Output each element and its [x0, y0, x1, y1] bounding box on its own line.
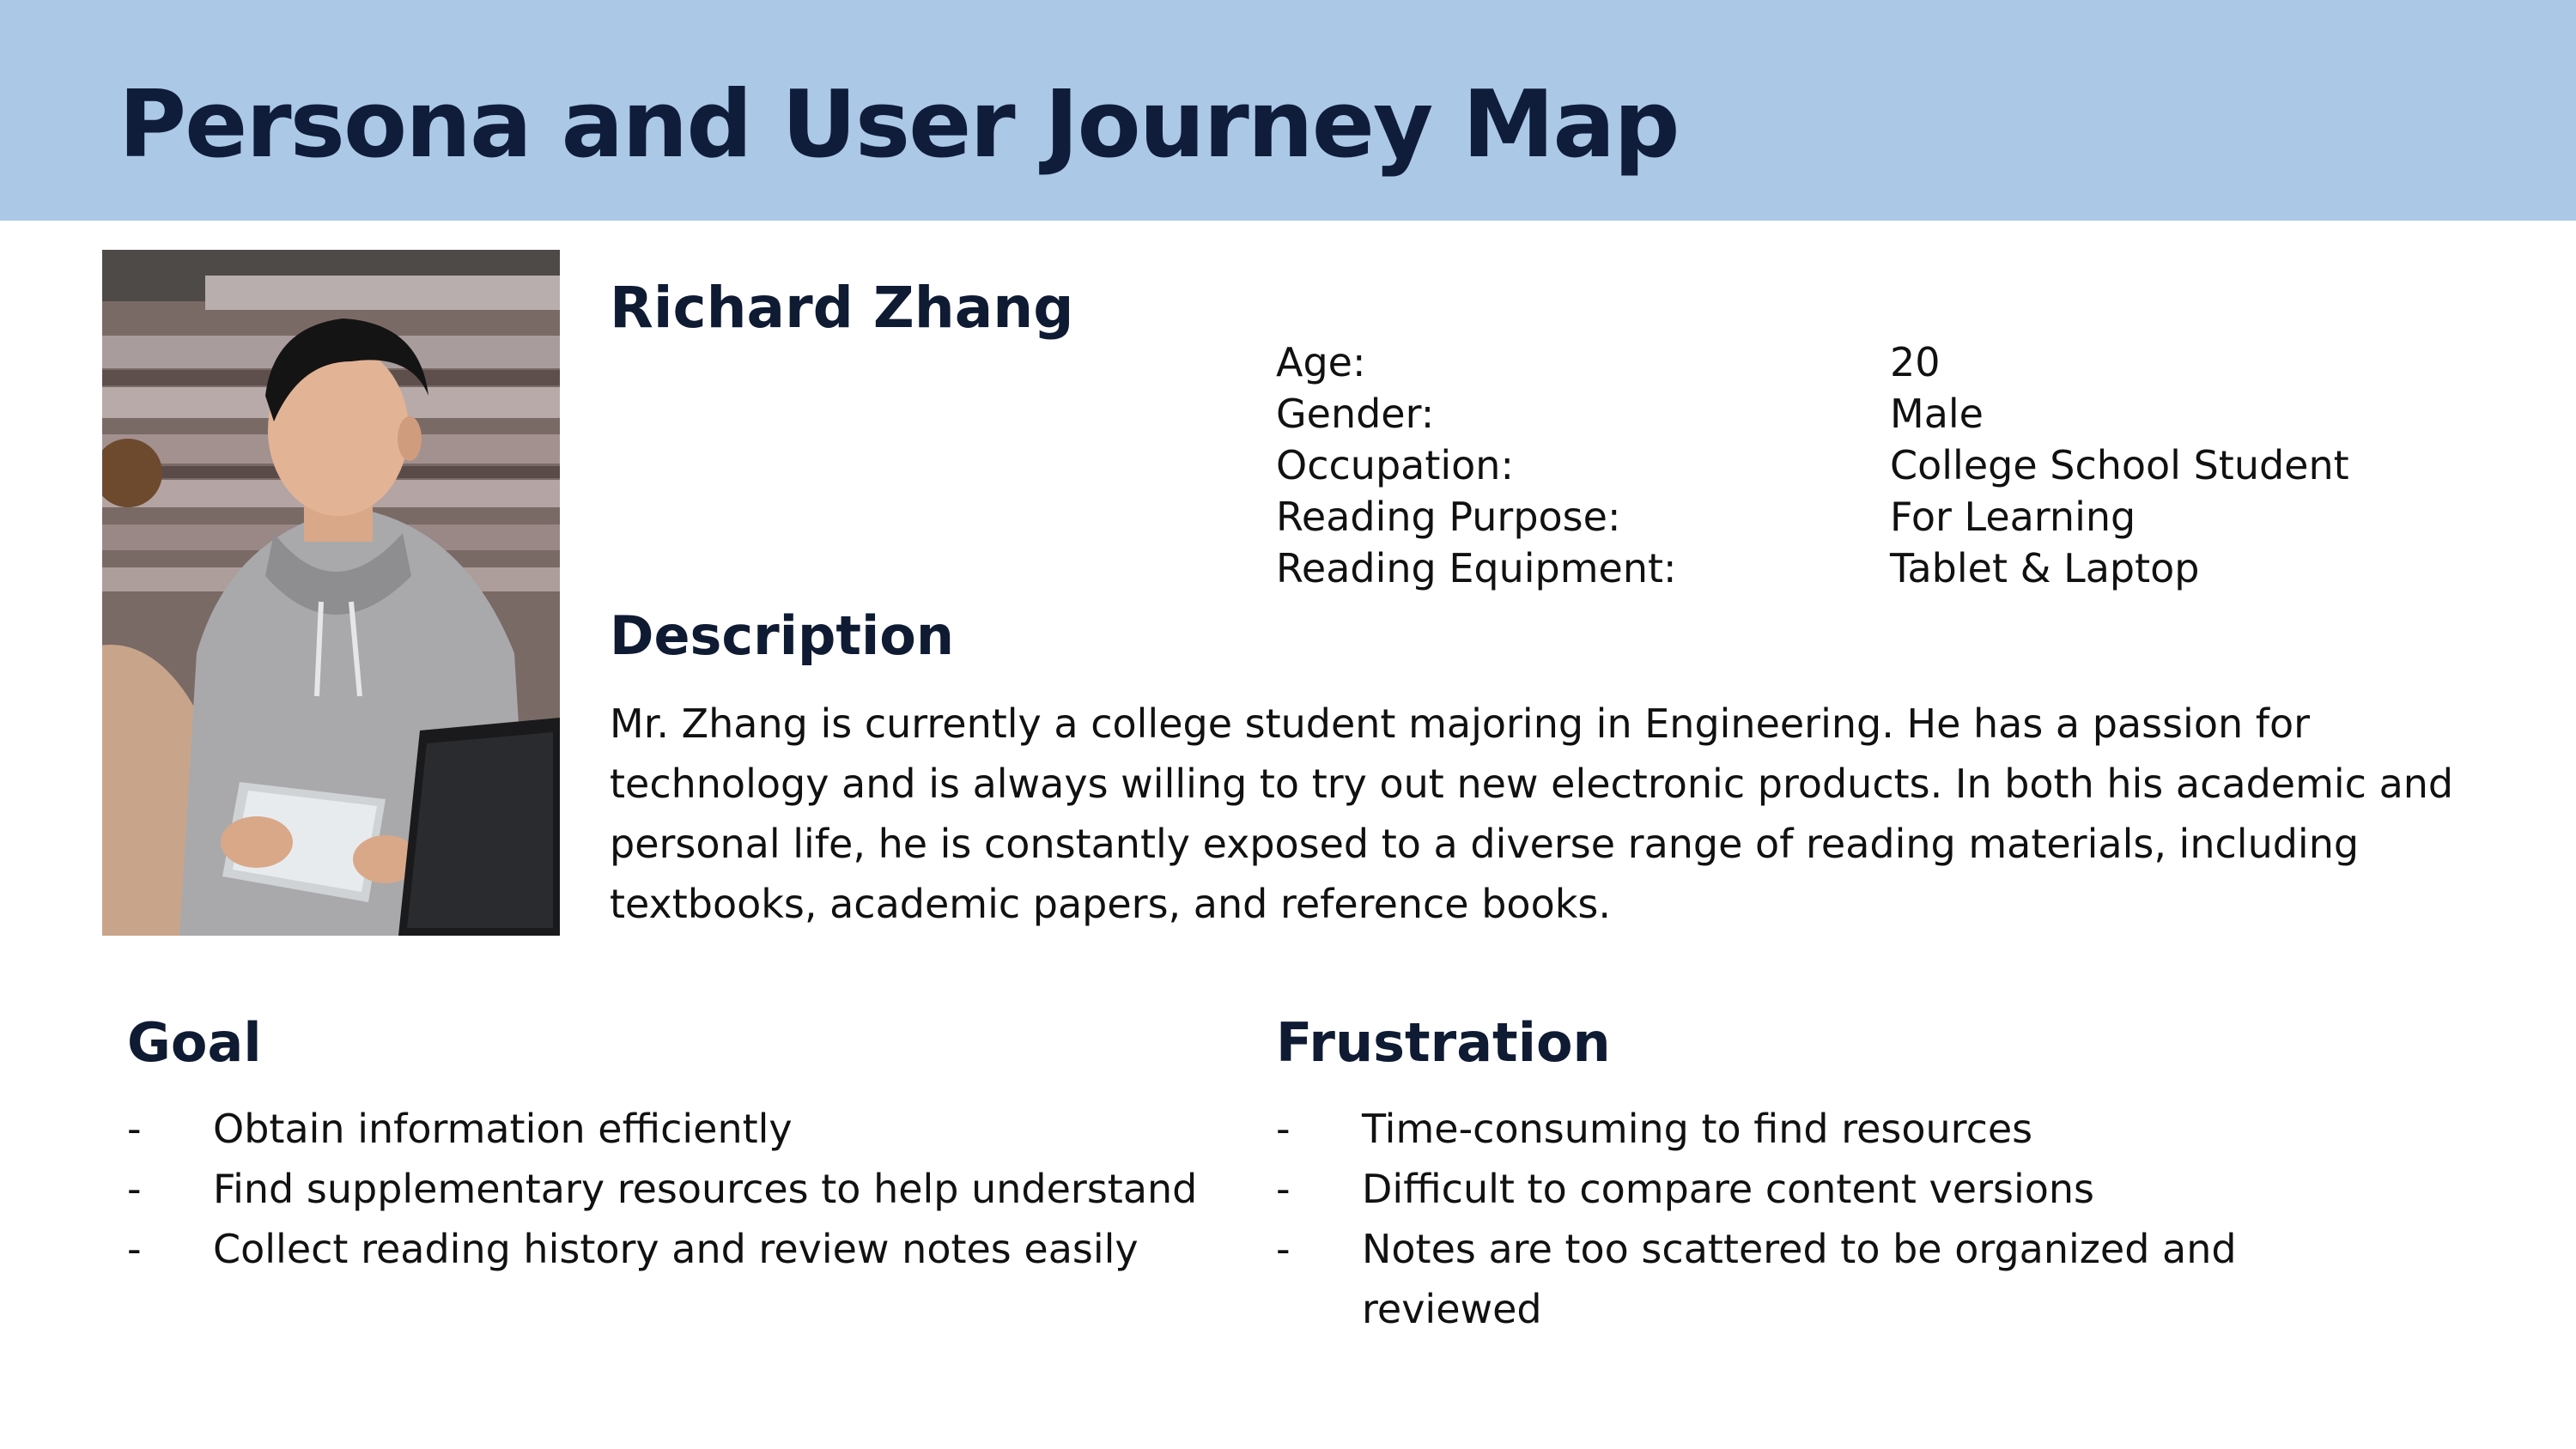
description-heading: Description	[610, 604, 955, 667]
frustration-item-text: Difficult to compare content versions	[1362, 1166, 2094, 1212]
detail-label: Occupation:	[1276, 442, 1514, 488]
frustration-item-text: Notes are too scattered to be organized and reviewed	[1362, 1226, 2237, 1332]
bullet-dash: -	[127, 1106, 142, 1152]
detail-label: Reading Purpose:	[1276, 494, 1621, 540]
frustration-heading: Frustration	[1276, 1011, 1611, 1074]
bullet-dash: -	[1276, 1106, 1291, 1152]
list-item	[1276, 1099, 2418, 1159]
detail-value: Tablet & Laptop	[1890, 545, 2200, 591]
list-item	[1276, 1159, 2418, 1219]
list-item	[1276, 1219, 2418, 1339]
detail-value: College School Student	[1890, 442, 2349, 488]
detail-row-occupation	[1276, 440, 2392, 491]
list-item	[127, 1099, 1261, 1159]
detail-row-gender	[1276, 388, 2392, 440]
goal-heading: Goal	[127, 1011, 262, 1074]
goal-item-text: Collect reading history and review notes easily	[213, 1226, 1139, 1272]
detail-label: Age:	[1276, 339, 1366, 385]
persona-details	[1276, 336, 2392, 594]
detail-value: Male	[1890, 391, 1984, 437]
detail-row-age	[1276, 336, 2392, 388]
goal-item-text: Obtain information efficiently	[213, 1106, 793, 1152]
goal-list	[127, 1099, 1261, 1279]
page-title: Persona and User Journey Map	[118, 71, 1679, 179]
bullet-dash: -	[1276, 1166, 1291, 1212]
detail-label: Reading Equipment:	[1276, 545, 1677, 591]
detail-label: Gender:	[1276, 391, 1435, 437]
bullet-dash: -	[1276, 1226, 1291, 1272]
detail-row-reading-purpose	[1276, 491, 2392, 543]
goal-item-text: Find supplementary resources to help understand	[213, 1166, 1198, 1212]
persona-name: Richard Zhang	[610, 275, 1074, 341]
bullet-dash: -	[127, 1226, 142, 1272]
frustration-item-text: Time-consuming to find resources	[1362, 1106, 2033, 1152]
detail-row-reading-equipment	[1276, 543, 2392, 594]
detail-value: 20	[1890, 339, 1941, 385]
bullet-dash: -	[127, 1166, 142, 1212]
frustration-list	[1276, 1099, 2418, 1339]
persona-photo	[102, 250, 560, 936]
description-text: Mr. Zhang is currently a college student majoring in Engineering. He has a passion for technology and is always willing to try out new electronic products. In both his academic and personal life, he is constantly exposed to a diverse range of reading materials, including textbooks, academic papers, and reference books.	[610, 700, 2454, 927]
student-with-tablet-photo-icon	[102, 250, 560, 936]
list-item	[127, 1159, 1261, 1219]
detail-value: For Learning	[1890, 494, 2136, 540]
list-item	[127, 1219, 1261, 1279]
